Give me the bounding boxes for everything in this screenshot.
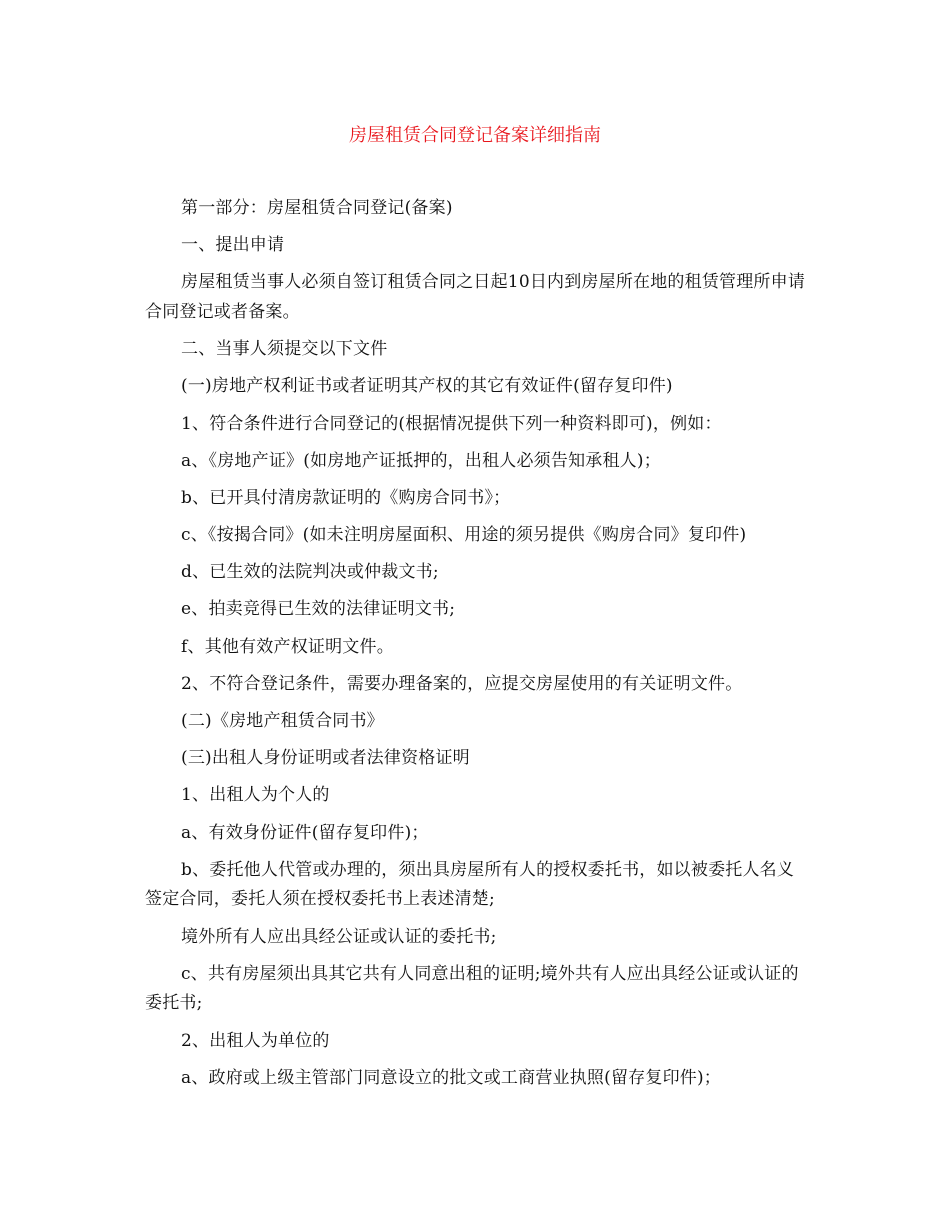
paragraph: b、已开具付清房款证明的《购房合同书》； — [181, 487, 511, 508]
paragraph: a、有效身份证件(留存复印件)； — [181, 822, 429, 843]
paragraph: 一、提出申请 — [181, 235, 285, 256]
paragraph: a、政府或上级主管部门同意设立的批文或工商营业执照(留存复印件)； — [181, 1067, 721, 1088]
paragraph: b、委托他人代管或办理的，须出具房屋所有人的授权委托书，如以被委托人名义签定合同，委托人须在授权委托书上表述清楚; — [145, 859, 795, 910]
paragraph: e、拍卖竞得已生效的法律证明文书; — [181, 599, 456, 620]
paragraph: a、《房地产证》(如房地产证抵押的，出租人必须告知承租人)； — [181, 450, 661, 471]
paragraph: c、《按揭合同》(如未注明房屋面积、用途的须另提供《购房合同》复印件) — [181, 525, 747, 546]
paragraph: (二)《房地产租赁合同书》 — [181, 711, 384, 732]
paragraph: (三)出租人身份证明或者法律资格证明 — [181, 748, 470, 769]
paragraph: c、共有房屋须出具其它共有人同意出租的证明;境外共有人应出具经公证或认证的委托书; — [145, 963, 799, 1014]
paragraph: 2、不符合登记条件，需要办理备案的，应提交房屋使用的有关证明文件。 — [181, 673, 743, 694]
paragraph: 2、出租人为单位的 — [181, 1030, 330, 1051]
paragraph: 房屋租赁当事人必须自签订租赁合同之日起10日内到房屋所在地的租赁管理所申请合同登记或者备案。 — [145, 272, 806, 322]
document-body — [145, 194, 810, 1101]
paragraph: (一)房地产权利证书或者证明其产权的其它有效证件(留存复印件) — [181, 376, 673, 397]
paragraph: 境外所有人应出具经公证或认证的委托书; — [181, 926, 497, 947]
paragraph: f、其他有效产权证明文件。 — [181, 636, 394, 657]
paragraph: 1、出租人为个人的 — [181, 785, 330, 806]
paragraph: 二、当事人须提交以下文件 — [181, 339, 388, 360]
paragraph: 1、符合条件进行合同登记的(根据情况提供下列一种资料即可)，例如： — [181, 413, 722, 434]
paragraph: d、已生效的法院判决或仲裁文书; — [181, 562, 439, 583]
paragraph: 第一部分：房屋租赁合同登记(备案) — [181, 198, 453, 218]
document-title: 房屋租赁合同登记备案详细指南 — [349, 125, 601, 146]
